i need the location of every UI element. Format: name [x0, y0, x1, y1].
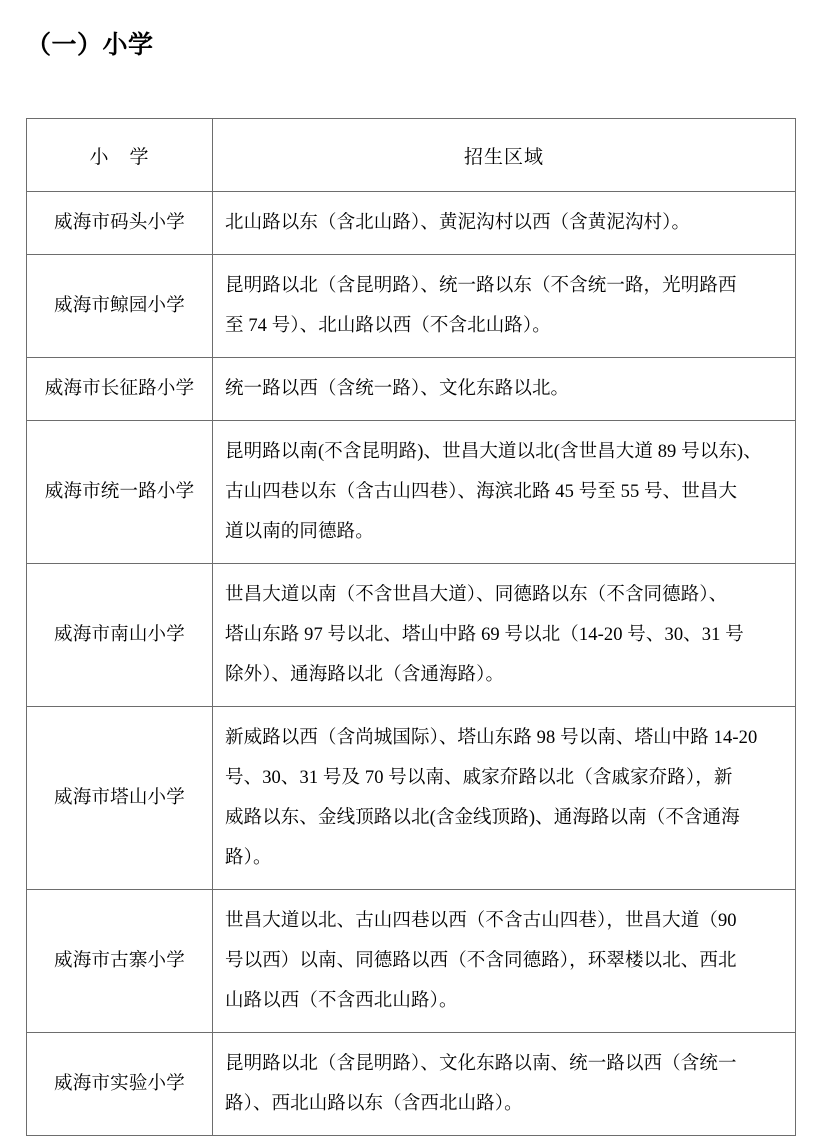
column-header-school: 小 学 — [27, 119, 213, 192]
enrollment-zone-cell — [213, 255, 796, 358]
enrollment-zone-line: 路）、西北山路以东（含西北山路）。 — [225, 1094, 523, 1114]
enrollment-zone-line: 塔山东路 97 号以北、塔山中路 69 号以北（14-20 号、30、31 号 — [225, 625, 744, 645]
enrollment-zone-cell — [213, 192, 796, 255]
enrollment-zone-cell — [213, 1033, 796, 1136]
enrollment-zone-line: 道以南的同德路。 — [225, 522, 374, 542]
school-name-cell: 威海市南山小学 — [27, 564, 213, 707]
table-body — [27, 192, 796, 1136]
enrollment-zone-cell — [213, 421, 796, 564]
enrollment-zone-line: 昆明路以南(不含昆明路)、世昌大道以北(含世昌大道 89 号以东)、 — [225, 442, 762, 462]
table-row — [27, 255, 796, 358]
table-row — [27, 890, 796, 1033]
table-header — [27, 119, 796, 192]
school-name-cell: 威海市实验小学 — [27, 1033, 213, 1136]
school-name-cell: 威海市统一路小学 — [27, 421, 213, 564]
enrollment-zone-cell — [213, 564, 796, 707]
school-name-cell: 威海市古寨小学 — [27, 890, 213, 1033]
enrollment-zone-cell — [213, 358, 796, 421]
enrollment-zone-line: 除外）、通海路以北（含通海路）。 — [225, 665, 505, 685]
school-name-cell: 威海市鲸园小学 — [27, 255, 213, 358]
enrollment-zone-line: 北山路以东（含北山路）、黄泥沟村以西（含黄泥沟村）。 — [225, 213, 691, 233]
enrollment-zone-line: 世昌大道以南（不含世昌大道）、同德路以东（不含同德路）、 — [225, 585, 728, 605]
enrollment-zone-line: 号、30、31 号及 70 号以南、戚家夼路以北（含戚家夼路），新 — [225, 768, 733, 788]
page-title: （一）小学 — [26, 31, 154, 59]
enrollment-zone-line: 号以西）以南、同德路以西（不含同德路），环翠楼以北、西北 — [225, 951, 737, 971]
enrollment-zone-table — [26, 118, 796, 1136]
table-row — [27, 358, 796, 421]
enrollment-zone-line: 路）。 — [225, 848, 272, 868]
enrollment-zone-line: 昆明路以北（含昆明路）、统一路以东（不含统一路，光明路西 — [225, 276, 737, 296]
enrollment-zone-cell — [213, 707, 796, 890]
column-header-zone: 招生区域 — [213, 119, 796, 192]
school-name-cell: 威海市长征路小学 — [27, 358, 213, 421]
school-name-cell: 威海市塔山小学 — [27, 707, 213, 890]
table-row — [27, 192, 796, 255]
enrollment-zone-cell — [213, 890, 796, 1033]
enrollment-zone-line: 至 74 号）、北山路以西（不含北山路）。 — [225, 316, 551, 336]
table-header-row — [27, 119, 796, 192]
enrollment-zone-line: 古山四巷以东（含古山四巷）、海滨北路 45 号至 55 号、世昌大 — [225, 482, 738, 502]
school-name-cell: 威海市码头小学 — [27, 192, 213, 255]
enrollment-zone-line: 威路以东、金线顶路以北(含金线顶路)、通海路以南（不含通海 — [225, 808, 740, 828]
enrollment-zone-line: 世昌大道以北、古山四巷以西（不含古山四巷），世昌大道（90 — [225, 911, 737, 931]
enrollment-zone-line: 统一路以西（含统一路）、文化东路以北。 — [225, 379, 570, 399]
table-row — [27, 707, 796, 890]
enrollment-zone-line: 昆明路以北（含昆明路）、文化东路以南、统一路以西（含统一 — [225, 1054, 737, 1074]
table-row — [27, 1033, 796, 1136]
enrollment-zone-table-container — [26, 118, 795, 1136]
table-row — [27, 564, 796, 707]
enrollment-zone-line: 新威路以西（含尚城国际）、塔山东路 98 号以南、塔山中路 14-20 — [225, 728, 758, 748]
enrollment-zone-line: 山路以西（不含西北山路）。 — [225, 991, 458, 1011]
table-row — [27, 421, 796, 564]
